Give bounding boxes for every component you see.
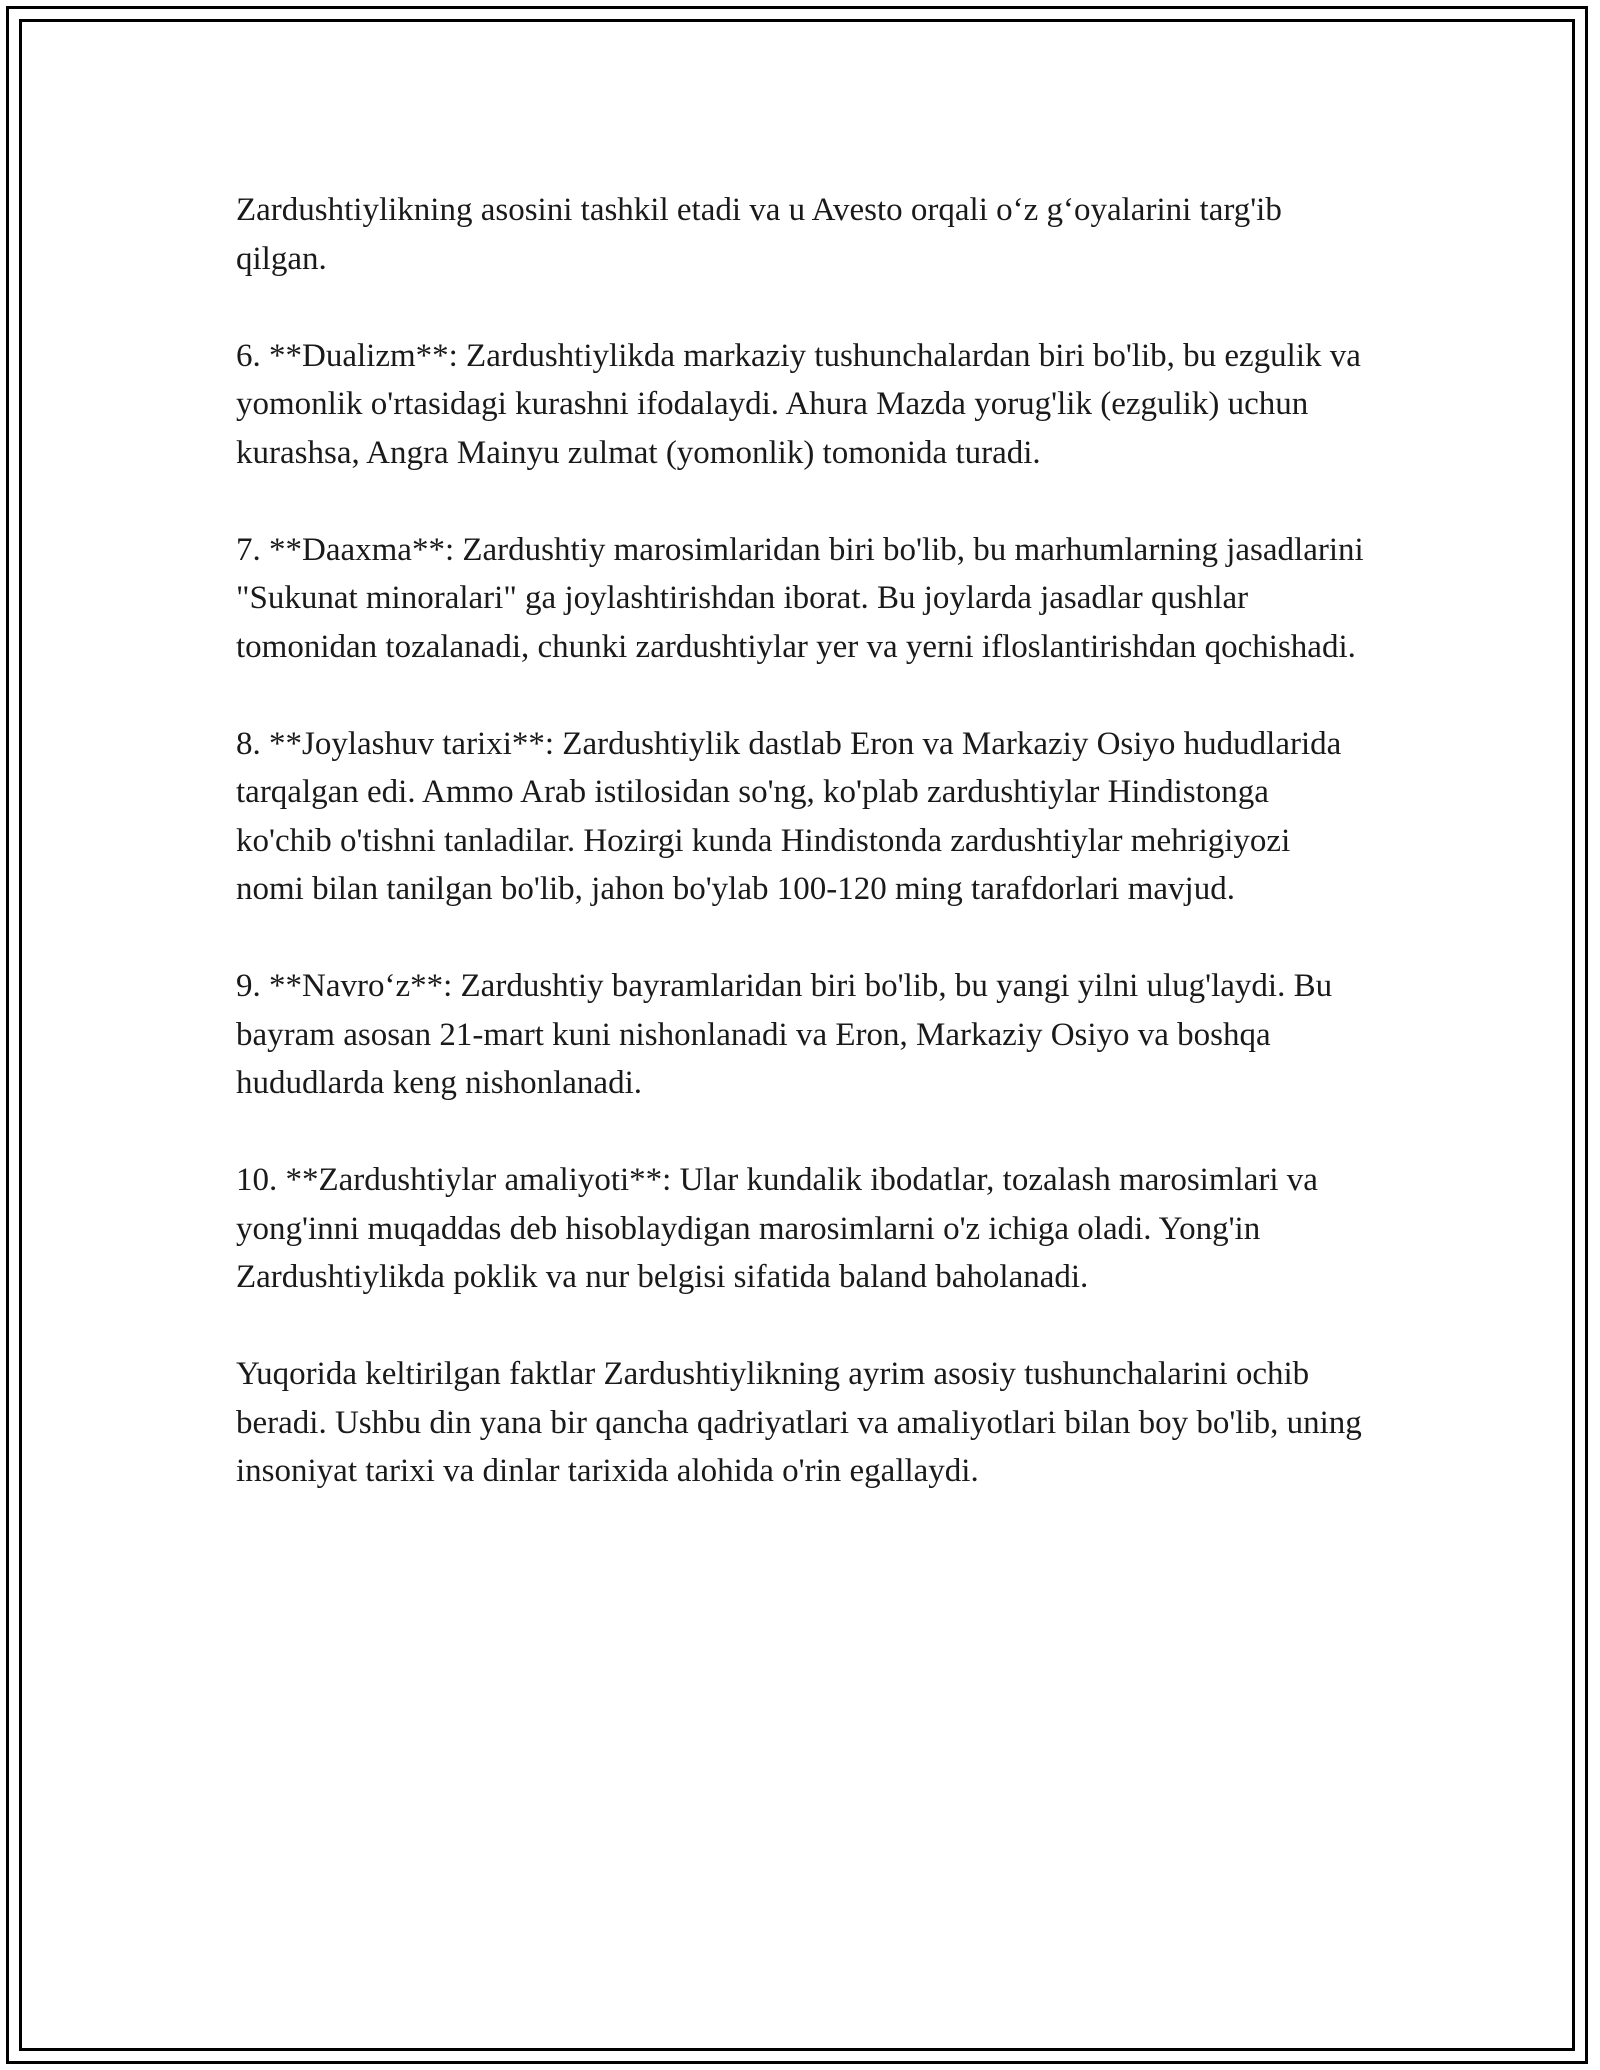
paragraph-item-6-dualizm: 6. **Dualizm**: Zardushtiylikda markaziy tushunchalardan biri bo'lib, bu ezgulik va yomonlik o'rtasidagi kurashni ifodalaydi. Ahura Mazda yorug'lik (ezgulik) uchun kurashsa, Angra Mainyu zulmat (yomonlik) tomonida turadi. xyxy=(236,337,1361,471)
paragraph-intro-continuation: Zardushtiylikning asosini tashkil etadi va u Avesto orqali o‘z g‘oyalarini targ'ib qilgan. xyxy=(236,192,1282,277)
paragraph-conclusion: Yuqorida keltirilgan faktlar Zardushtiylikning ayrim asosiy tushunchalarini ochib beradi. Ushbu din yana bir qancha qadriyatlari va amaliyotlari bilan boy bo'lib, uning insoniyat tarixi va dinlar tarixida alohida o'rin egallaydi. xyxy=(236,1356,1362,1489)
paragraph-item-7-daaxma: 7. **Daaxma**: Zardushtiy marosimlaridan biri bo'lib, bu marhumlarning jasadlarini "Sukunat minoralari" ga joylashtirishdan iborat. Bu joylarda jasadlar qushlar tomonidan tozalanadi, chunki zardushtiylar yer va yerni ifloslantirishdan qochishadi. xyxy=(236,531,1364,665)
document-body xyxy=(236,186,1366,1544)
paragraph-item-8-joylashuv-tarixi: 8. **Joylashuv tarixi**: Zardushtiylik dastlab Eron va Markaziy Osiyo hududlarida tarqalgan edi. Ammo Arab istilosidan so'ng, ko'plab zardushtiylar Hindistonga ko'chib o'tishni tanladilar. Hozirgi kunda Hindistonda zardushtiylar mehrigiyozi nomi bilan tanilgan bo'lib, jahon bo'ylab 100-120 ming tarafdorlari mavjud. xyxy=(236,725,1342,907)
paragraph-item-10-amaliyoti: 10. **Zardushtiylar amaliyoti**: Ular kundalik ibodatlar, tozalash marosimlari va yong'inni muqaddas deb hisoblaydigan marosimlarni o'z ichiga oladi. Yong'in Zardushtiylikda poklik va nur belgisi sifatida baland baholanadi. xyxy=(236,1162,1318,1295)
paragraph-item-9-navroz: 9. **Navro‘z**: Zardushtiy bayramlaridan biri bo'lib, bu yangi yilni ulug'laydi. Bu bayram asosan 21-mart kuni nishonlanadi va Eron, Markaziy Osiyo va boshqa hududlarda keng nishonlanadi. xyxy=(236,968,1333,1101)
